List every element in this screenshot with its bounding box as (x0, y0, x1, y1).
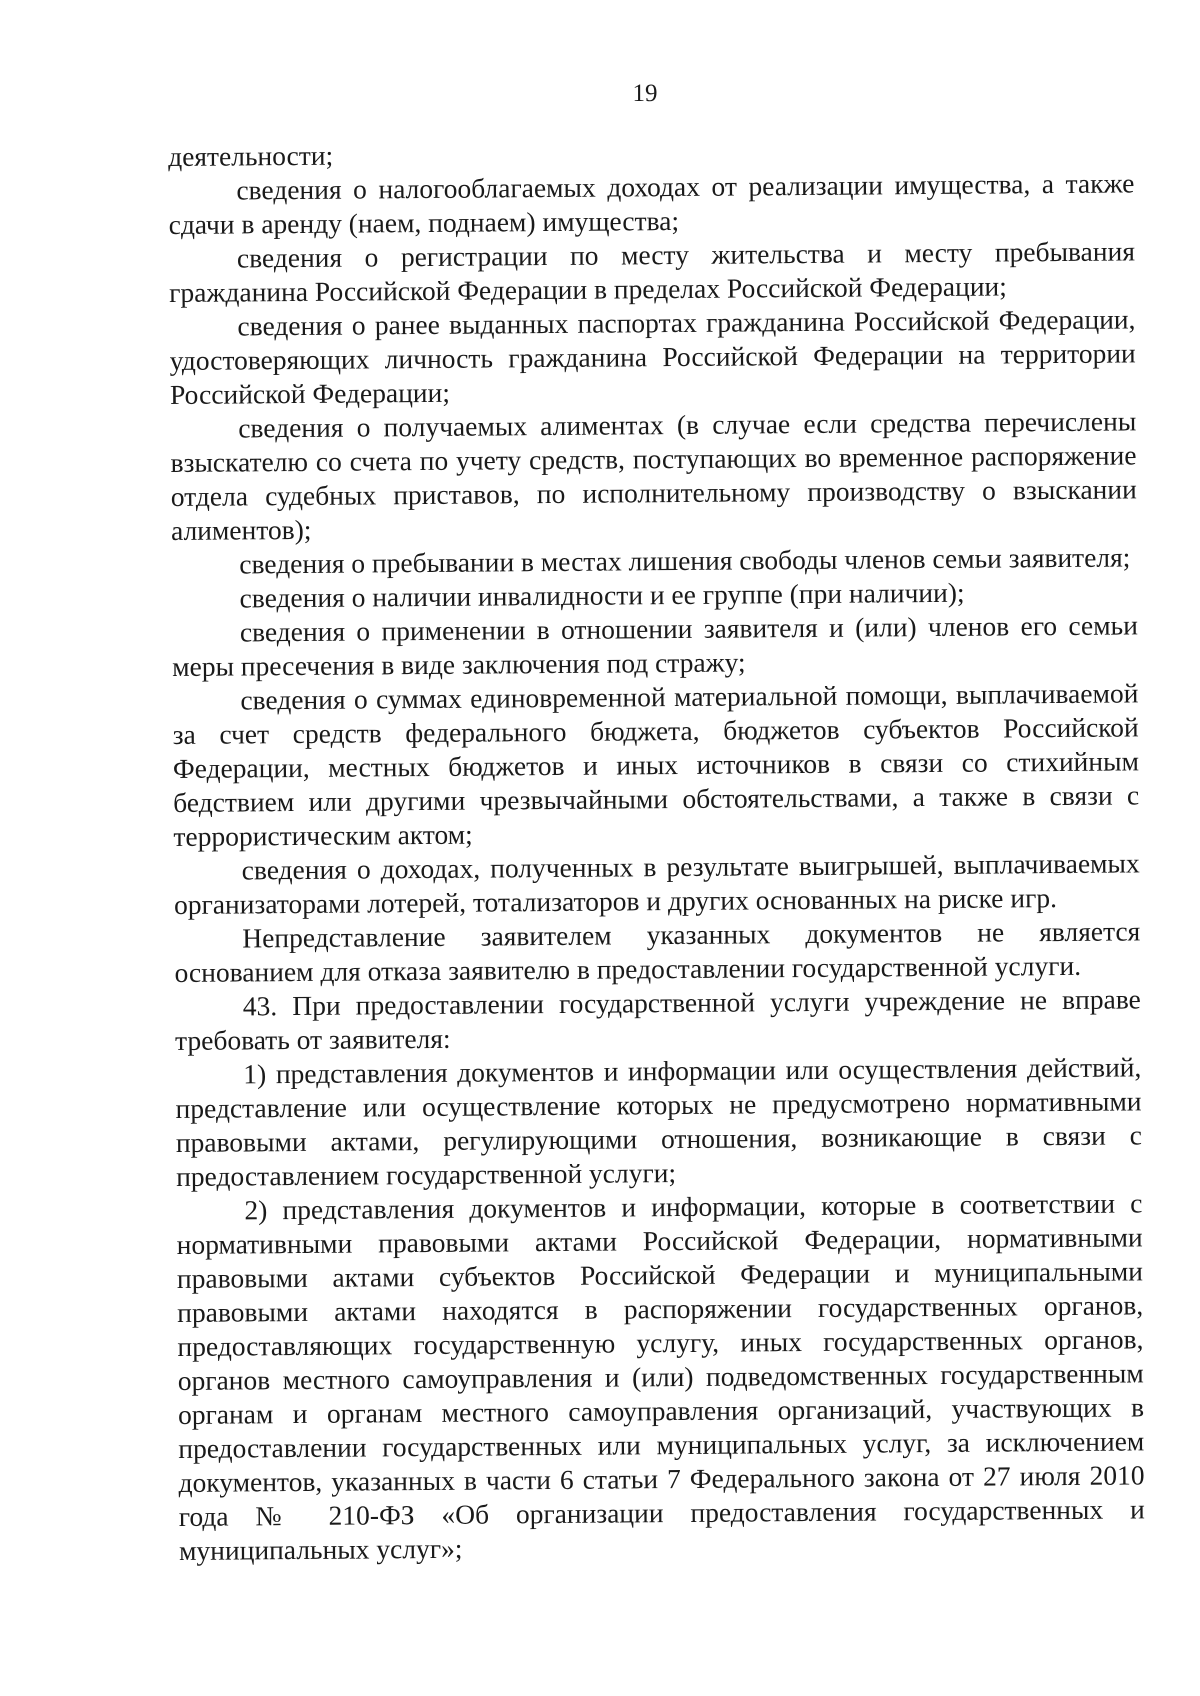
paragraph-subitem-1: 1) представления документов и информации или осуществления действий, представление или осуществление которых не предусмотрено нормативными правовыми актами, регулирующими отношения, возникающие в связи с предоставлением государственной услуги; (175, 1051, 1142, 1192)
paragraph-passports: сведения о ранее выданных паспортах гражданина Российской Федерации, удостоверяющих личность гражданина Российской Федерации на территории Российской Федерации; (169, 303, 1136, 410)
paragraph-continuation: деятельности; (168, 139, 334, 172)
paragraph-disability: сведения о наличии инвалидности и ее группе (при наличии); (239, 576, 965, 614)
paragraph-registration: сведения о регистрации по месту жительства и месту пребывания гражданина Российской Федерации в пределах Российской Федерации; (169, 235, 1136, 308)
paragraph-detention: сведения о применении в отношении заявителя и (или) членов его семьи меры пресечения в виде заключения под стражу; (172, 609, 1138, 682)
paragraph-non-submission: Непредставление заявителем указанных документов не является основанием для отказа заявителю в предоставлении государственной услуги. (174, 915, 1141, 988)
paragraph-item-43: 43. При предоставлении государственной услуги учреждение не вправе требовать от заявителя: (174, 983, 1141, 1056)
page-number: 19 (632, 80, 658, 107)
paragraph-material-aid: сведения о суммах единовременной материальной помощи, выплачиваемой за счет средств федерального бюджета, бюджетов субъектов Российской Федерации, местных бюджетов и иных источников в связи со стихийным бедствием или другими чрезвычайными обстоятельствами, а также в связи с террористическим актом; (172, 677, 1140, 852)
document-body (168, 132, 1145, 1568)
paragraph-subitem-2: 2) представления документов и информации, которые в соответствии с нормативными правовыми актами Российской Федерации, нормативными правовыми актами субъектов Российской Федерации и муниципальными правовыми актами находятся в распоряжении государственных органов, предоставляющих государственную услугу, иных государственных органов, органов местного самоуправления и (или) подведомственных государственным органам и органам местного самоуправления организаций, участвующих в предоставлении государственных или муниципальных услуг, за исключением документов, указанных в части 6 статьи 7 Федерального закона от 27 июля 2010 года № 210-ФЗ «Об организации предоставления государственных и муниципальных услуг»; (176, 1187, 1145, 1566)
paragraph-lottery-winnings: сведения о доходах, полученных в результате выигрышей, выплачиваемых организаторами лотерей, тотализаторов и других основанных на риске игр. (173, 847, 1140, 920)
paragraph-imprisonment: сведения о пребывании в местах лишения свободы членов семьи заявителя; (239, 541, 1131, 580)
paragraph-property-income: сведения о налогооблагаемых доходах от реализации имущества, а также сдачи в аренду (наем, поднаем) имущества; (168, 167, 1135, 240)
paragraph-alimony: сведения о получаемых алиментах (в случае если средства перечислены взыскателю со счета по учету средств, поступающих во временное распоряжение отдела судебных приставов, по исполнительному производству о взыскании алиментов); (170, 405, 1137, 546)
